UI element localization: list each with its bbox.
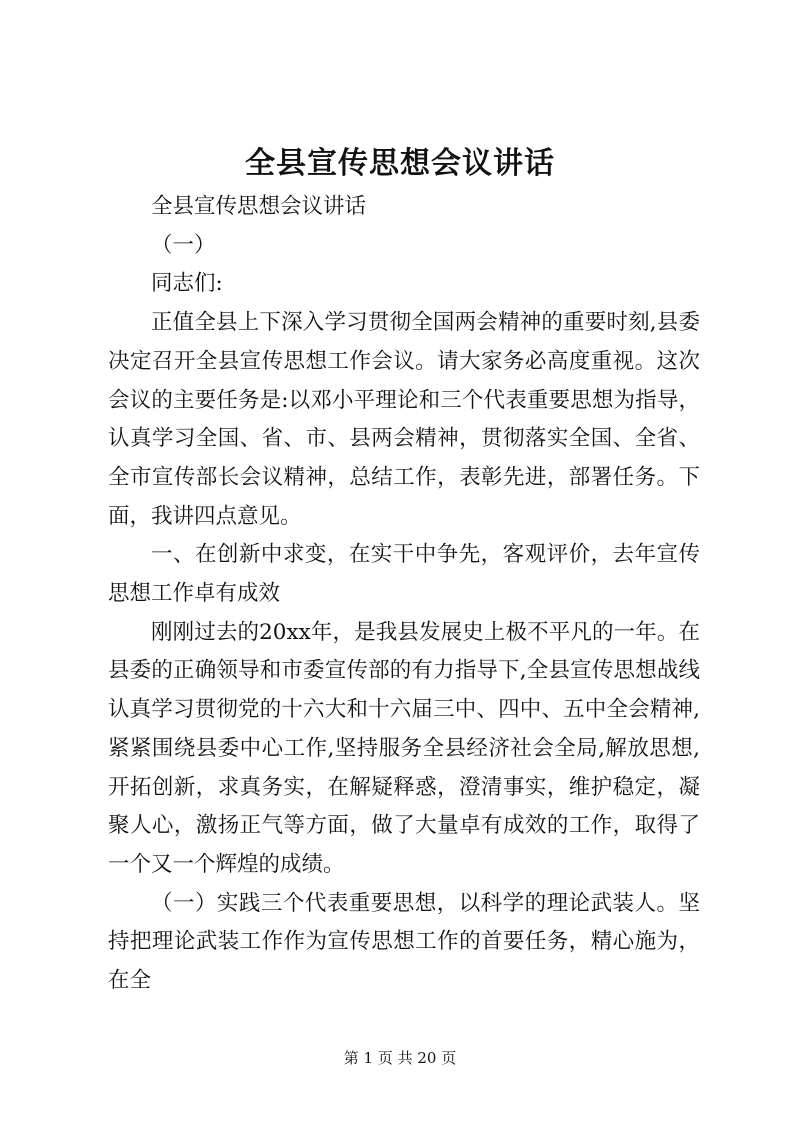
page-footer: 第 1 页 共 20 页 — [343, 1049, 457, 1067]
paragraph-subheading-one: （一）实践三个代表重要思想，以科学的理论武装人。坚持把理论武装工作作为宣传思想工作的首要任务，精心施为，在全 — [108, 890, 700, 994]
paragraph-salutation: 同志们: — [151, 271, 223, 297]
paragraph-heading-one: 一、在创新中求变，在实干中争先，客观评价，去年宣传思想工作卓有成效 — [108, 542, 700, 607]
paragraph-section-marker: （一） — [151, 232, 216, 258]
paragraph-subtitle: 全县宣传思想会议讲话 — [151, 194, 367, 219]
document-title: 全县宣传思想会议讲话 — [245, 146, 555, 181]
document-body — [108, 188, 700, 1001]
paragraph-intro: 正值全县上下深入学习贯彻全国两会精神的重要时刻,县委决定召开全县宣传思想工作会议。请大家务必高度重视。这次会议的主要任务是:以邓小平理论和三个代表重要思想为指导，认真学习全国、省、市、县两会精神，贯彻落实全国、全省、全市宣传部长会议精神，总结工作，表彰先进，部署任务。下面，我讲四点意见。 — [108, 310, 700, 529]
paragraph-review: 刚刚过去的20xx年，是我县发展史上极不平凡的一年。在县委的正确领导和市委宣传部的有力指导下,全县宣传思想战线认真学习贯彻党的十六大和十六届三中、四中、五中全会精神,紧紧围绕县委中心工作,坚持服务全县经济社会全局,解放思想,开拓创新，求真务实，在解疑释惑，澄清事实，维护稳定，凝聚人心，激扬正气等方面，做了大量卓有成效的工作，取得了一个又一个辉煌的成绩。 — [108, 619, 700, 877]
